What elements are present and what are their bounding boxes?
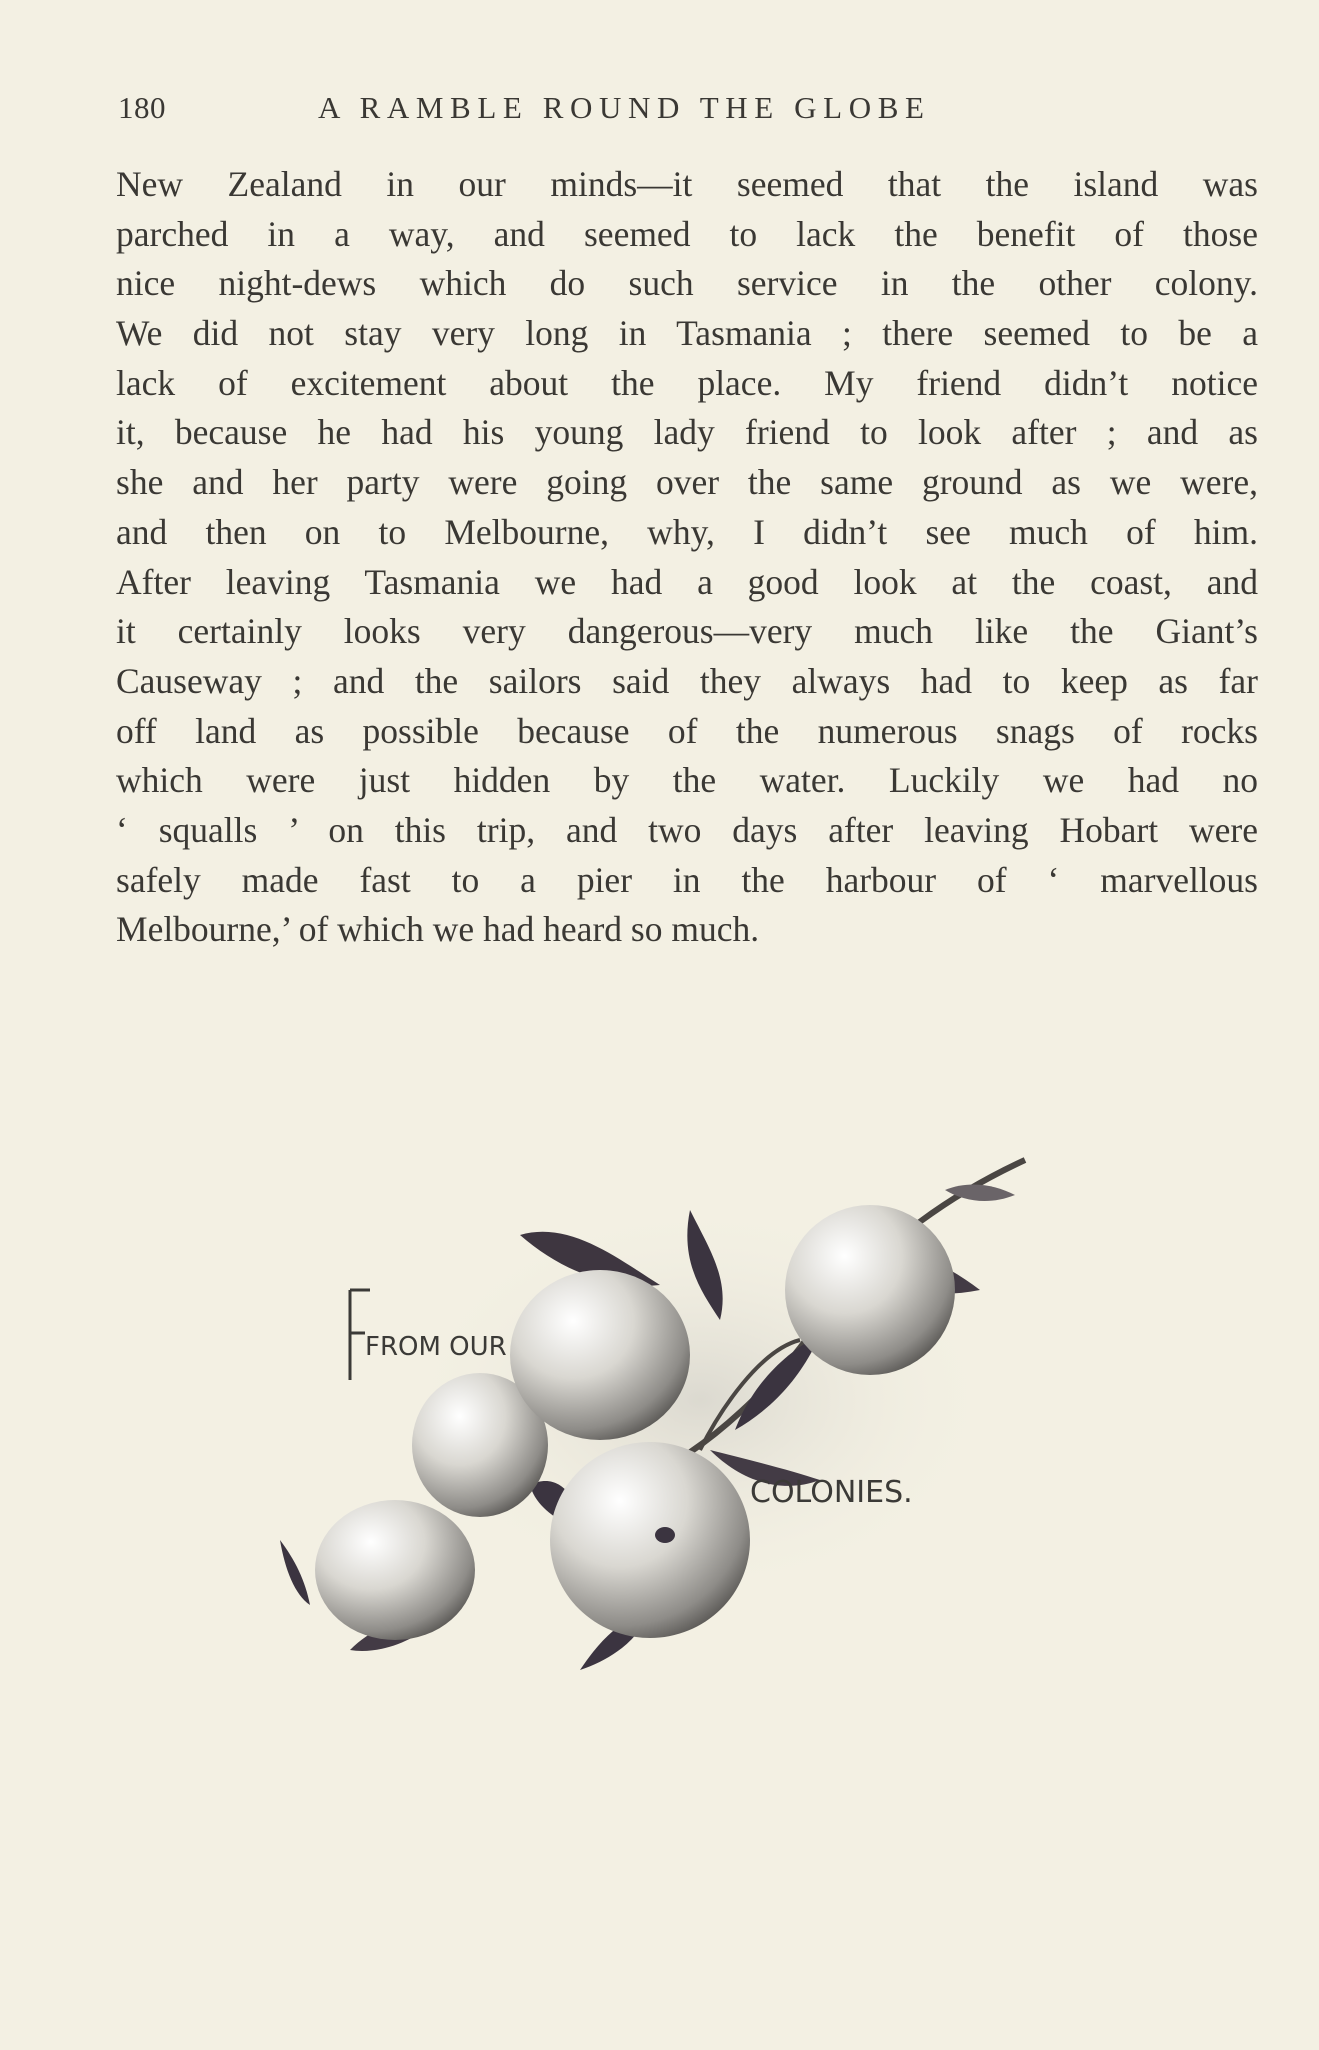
text-line: After leaving Tasmania we had a good look at the coast, and xyxy=(116,561,1258,602)
apple xyxy=(315,1500,475,1640)
text-line: lack of excitement about the place. My friend didn’t notice xyxy=(116,362,1258,403)
text-line: it certainly looks very dangerous—very much like the Giant’s xyxy=(116,611,1258,652)
text-line: New Zealand in our minds—it seemed that the island was xyxy=(116,164,1258,204)
running-title: A RAMBLE ROUND THE GLOBE xyxy=(318,90,931,125)
text-line: Causeway ; and the sailors said they always had to keep as far xyxy=(116,660,1258,701)
text-line: We did not stay very long in Tasmania ; there seemed to be a xyxy=(116,313,1258,354)
page-number: 180 xyxy=(118,90,166,125)
body-paragraph xyxy=(116,160,1258,955)
text-line: and then on to Melbourne, why, I didn’t see much of him. xyxy=(116,511,1258,552)
leaf xyxy=(280,1540,310,1605)
text-line: which were just hidden by the water. Luckily we had no xyxy=(116,760,1258,801)
apple-branch-illustration xyxy=(280,1150,1040,1710)
text-line: ‘ squalls ’ on this trip, and two days after leaving Hobart were xyxy=(116,809,1258,850)
text-line: nice night-dews which do such service in the other colony. xyxy=(116,263,1258,304)
text-line: Melbourne,’ of which we had heard so much. xyxy=(116,909,760,950)
text-line: it, because he had his young lady friend to look after ; and as xyxy=(116,412,1258,453)
text-line: off land as possible because of the numerous snags of rocks xyxy=(116,710,1258,751)
apple xyxy=(785,1205,955,1375)
apple xyxy=(510,1270,690,1440)
text-line: safely made fast to a pier in the harbour of ‘ marvellous xyxy=(116,859,1258,900)
illustration-caption-part2: COLONIES. xyxy=(750,1475,913,1510)
illustration-caption-part1: FROM OUR xyxy=(365,1332,507,1362)
text-line: parched in a way, and seemed to lack the benefit of those xyxy=(116,213,1258,254)
apple xyxy=(550,1442,750,1638)
text-line: she and her party were going over the same ground as we were, xyxy=(116,462,1258,503)
